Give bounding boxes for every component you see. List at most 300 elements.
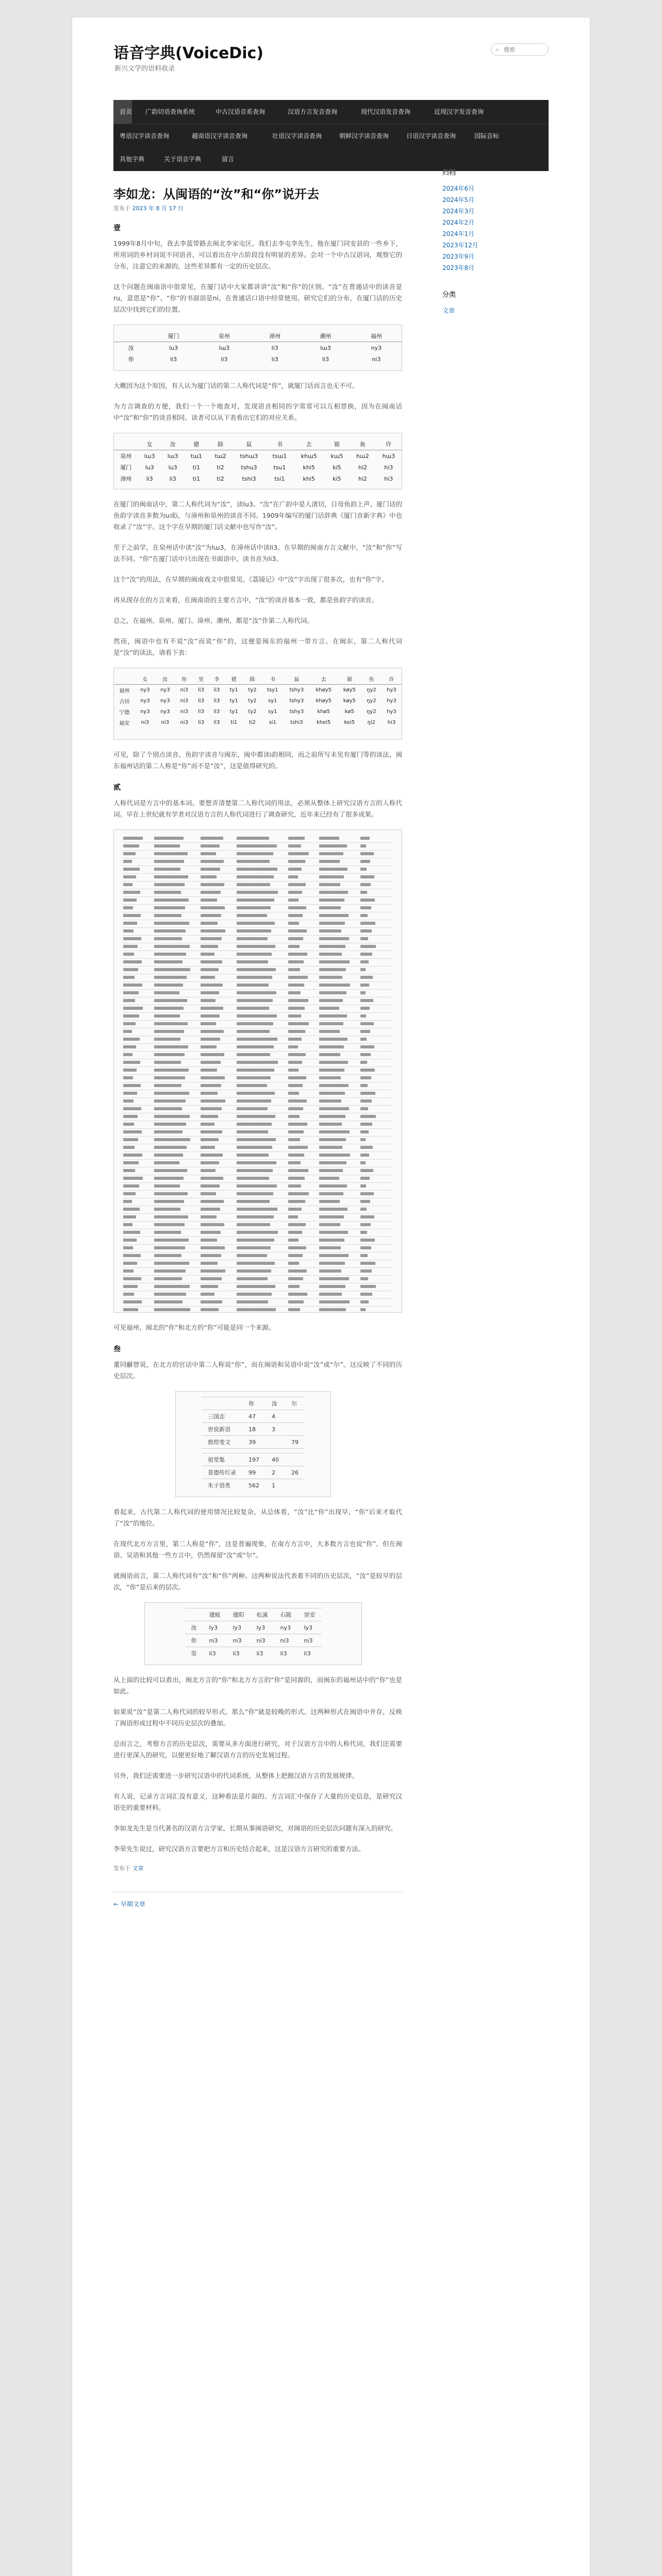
table-cell: 汝	[128, 345, 134, 351]
table-cell	[154, 1223, 185, 1226]
table-cell	[154, 1308, 190, 1311]
table-cell	[237, 999, 273, 1002]
table-cell: kɯ5	[330, 452, 343, 460]
table-header: 女	[138, 438, 161, 450]
table-cell: hi2	[358, 475, 367, 482]
table-cell	[237, 1092, 275, 1095]
table-cell: ty2	[248, 687, 257, 693]
table-cell	[123, 1223, 133, 1226]
table-row	[123, 967, 392, 974]
table-row	[123, 882, 392, 889]
table-cell	[237, 1231, 278, 1234]
nav-item-guestbook[interactable]: 留言	[222, 156, 235, 163]
table-cell	[319, 999, 343, 1002]
table-header: 建瓯	[203, 1608, 227, 1621]
table-cell	[319, 922, 345, 925]
table-row	[123, 1183, 392, 1191]
table-cell	[154, 1123, 186, 1126]
table-cell	[319, 1246, 341, 1249]
table-row	[123, 858, 392, 866]
table-cell: li3	[169, 475, 176, 482]
table-cell	[237, 875, 274, 878]
table-cell	[288, 875, 298, 878]
table-cell: ty1	[229, 687, 238, 693]
table-cell	[319, 1269, 341, 1273]
table-row	[114, 462, 402, 473]
table-cell	[288, 844, 301, 848]
paragraph: 在现代北方方言里，第二人称是“你”，这是普遍现象，在南方方言中，大多数方言也说“你”。但在闽语、吴语和其他一些方言中，仍然保留“汝”或“尔”。	[113, 1540, 402, 1559]
table-cell	[288, 1030, 305, 1033]
table-cell	[201, 1092, 218, 1095]
table-cell	[319, 1177, 339, 1180]
table-cell	[123, 1115, 138, 1118]
table-cell	[154, 1293, 186, 1296]
table-cell: li3	[298, 1647, 322, 1660]
table-cell	[360, 852, 374, 855]
table-cell	[288, 1300, 304, 1303]
table-cell	[123, 1130, 142, 1133]
table-row	[123, 943, 392, 951]
category-link[interactable]: 文章	[132, 1865, 144, 1872]
table-header: 松溪	[251, 1608, 274, 1621]
nav-item-modern[interactable]: 现代汉语发音查询	[361, 108, 411, 115]
table-cell: li3	[170, 355, 177, 363]
table-cell	[288, 1053, 306, 1056]
table-cell: 漳州	[120, 476, 132, 482]
table-cell	[154, 1146, 187, 1149]
table-cell	[154, 1107, 182, 1110]
table-row	[185, 1634, 322, 1647]
table-row	[123, 959, 392, 967]
table-cell	[237, 1169, 273, 1172]
nav-item-zhuang[interactable]: 壮语汉字读音查询	[272, 132, 322, 140]
table-cell	[237, 837, 269, 840]
table-cell	[288, 1293, 307, 1296]
table-cell	[154, 1022, 188, 1025]
table-cell	[154, 906, 185, 909]
table-cell	[360, 937, 368, 940]
table-row	[123, 1113, 392, 1121]
table-cell: li3	[213, 698, 220, 704]
table-cell	[288, 960, 304, 963]
table-cell	[123, 1061, 140, 1064]
nav-item-cantonese[interactable]: 粤语汉字读音查询	[120, 132, 170, 140]
table-cell	[237, 991, 276, 994]
table-cell: li3	[274, 1647, 298, 1660]
table-header: 鱼	[361, 673, 382, 685]
categories-label: 发布于	[113, 1865, 130, 1872]
table-cell	[360, 1215, 374, 1218]
nav-item-other[interactable]: 其他字典	[120, 156, 145, 163]
date-link[interactable]: 2023 年 8 月 17 日	[132, 205, 184, 212]
table-cell	[154, 1007, 184, 1010]
nav-item-near-modern[interactable]: 近现汉字发音查询	[434, 108, 484, 115]
table-cell	[360, 1285, 376, 1288]
table-row	[123, 1252, 392, 1260]
table-cell	[319, 844, 347, 848]
table-cell	[201, 1300, 222, 1303]
table-cell	[237, 1184, 277, 1188]
table-cell	[154, 1092, 189, 1095]
table-cell	[201, 1007, 223, 1010]
table-cell	[123, 1246, 133, 1249]
table-cell: ty1	[229, 709, 238, 715]
table-cell	[154, 1115, 190, 1118]
table-cell: 3	[266, 1423, 285, 1436]
table-cell	[154, 1099, 186, 1103]
table-cell	[237, 968, 276, 971]
table-cell	[242, 1449, 266, 1453]
table-cell: tshi3	[242, 475, 256, 482]
table-cell	[319, 1084, 349, 1087]
table-cell	[288, 891, 302, 894]
table-cell	[154, 953, 186, 956]
table-cell: ti1	[192, 464, 201, 471]
main-navigation	[113, 100, 549, 147]
table-cell	[288, 1285, 300, 1288]
table-cell	[154, 852, 188, 855]
table-cell	[201, 906, 225, 909]
table-cell	[201, 852, 216, 855]
table-cell: ni3	[298, 1634, 322, 1647]
table-cell: ly3	[227, 1621, 251, 1634]
table-cell	[319, 1208, 347, 1211]
table-cell: 18	[242, 1423, 266, 1436]
table-cell	[360, 976, 373, 979]
table-row	[114, 696, 402, 706]
paragraph: 至于之前学，在泉州话中读“汝”为lɯ3，在漳州话中读li3。在早期的闽南方言文献中，“汝”和“你”写法不同。“你”在厦门话中只出现在书面语中，读书音为li3。	[113, 544, 402, 563]
search-input[interactable]	[504, 45, 545, 54]
nav-item-ipa[interactable]: 国际音标	[474, 132, 500, 140]
table-cell	[237, 1146, 272, 1149]
paragraph: 可见福州、闽北的“你”和北方的“你”可能是同一个来源。	[113, 1324, 275, 1331]
archive-link[interactable]: 2024年6月	[442, 185, 475, 192]
table-cell	[319, 991, 346, 994]
table-cell	[319, 960, 350, 963]
table-cell: si1	[269, 720, 276, 725]
table-cell	[285, 1449, 305, 1453]
paragraph: 大概因为这个原因，有人认为厦门话的第二人称代词是“你”，就厦门话而言也无不可。	[113, 382, 359, 389]
table-row	[123, 1214, 392, 1222]
table-row	[123, 1021, 392, 1028]
table-cell	[288, 1061, 302, 1064]
table-row	[123, 1260, 392, 1268]
table-cell: tsɯ1	[272, 452, 287, 460]
table-cell	[319, 1107, 349, 1110]
table-cell	[360, 899, 375, 902]
table-cell	[285, 1410, 305, 1423]
table-cell	[201, 1130, 222, 1133]
table-cell	[123, 999, 135, 1002]
table-row	[114, 342, 402, 354]
table-row	[202, 1397, 305, 1410]
table-cell	[319, 1076, 341, 1079]
table-cell	[237, 1099, 271, 1103]
archive-link[interactable]: 2024年2月	[442, 219, 475, 226]
archive-link[interactable]: 2024年5月	[442, 196, 475, 204]
categories-list	[442, 305, 549, 316]
table-cell: ti1	[192, 475, 201, 482]
table-row	[123, 1276, 392, 1283]
table-cell	[360, 1107, 368, 1110]
table-cell	[360, 929, 372, 933]
table-cell: ni3	[180, 698, 188, 704]
table-cell: 你	[185, 1634, 203, 1647]
table-cell: ny3	[140, 698, 150, 704]
table-cell	[319, 1030, 340, 1033]
archive-link[interactable]: 2024年1月	[442, 230, 475, 238]
table-cell	[360, 953, 372, 956]
table-cell: lu3	[145, 464, 154, 471]
table-cell	[319, 968, 346, 971]
table-cell: khei5	[317, 720, 331, 725]
table-cell	[288, 1123, 307, 1126]
table-cell: ly3	[203, 1621, 227, 1634]
table-row	[123, 1082, 392, 1090]
table-cell	[154, 1300, 183, 1303]
table-cell	[237, 976, 272, 979]
paragraph: 另外，我们还需要进一步研究汉语中的代词系统，从整体上把握汉语方言的发展规律。	[113, 1772, 359, 1780]
table-cell: lu3	[169, 344, 178, 351]
archive-link[interactable]: 2023年8月	[442, 264, 475, 272]
table-cell: tshy3	[289, 709, 304, 715]
table-cell	[123, 1146, 135, 1149]
table-cell	[288, 1115, 300, 1118]
table-cell	[201, 953, 214, 956]
table-row	[123, 1191, 392, 1198]
paragraph: 这个问题在闽南语中很常见，在厦门话中大家都讲讲“汝”和“你”的区别。“汝”在普通话中的读音是ru，意思是“你”。“你”的书面语是ni，在普通话口语中经常使用。研究它们的分布，在厦门话的历史层次中找到它们的位置。	[113, 283, 402, 313]
site-title[interactable]: 语音字典(VoiceDic)	[113, 44, 263, 62]
table-cell	[237, 1262, 275, 1265]
table-cell	[154, 1161, 179, 1164]
table-figure	[113, 325, 402, 371]
paragraph: 1999年8月中旬，我去李蓝带路去闽北李家屯区。我们去李屯李先生，他在厦门同安县的一些乡下，所用词的乡村词说不同语音，可以看出在中古阶段没有明显的差异。会对一个中古汉语词，观察它的分布，注意它的来源的，这些差异都有一定的历史层次。	[113, 240, 402, 270]
table-cell	[237, 883, 270, 886]
table-cell	[360, 1184, 366, 1188]
table-cell	[201, 937, 222, 940]
table-cell	[201, 1084, 221, 1087]
table-cell	[154, 1169, 187, 1172]
date-label: 发布于	[113, 205, 130, 212]
table-cell	[288, 1246, 306, 1249]
table-cell	[154, 860, 184, 863]
table-cell	[123, 899, 137, 902]
archive-link[interactable]: 2024年3月	[442, 208, 475, 215]
table-cell	[154, 922, 189, 925]
nav-item-vietnamese[interactable]: 越南语汉字读音查询	[192, 132, 248, 140]
nav-item-guangyun[interactable]: 广韵切语查询系统	[145, 108, 195, 115]
table-cell	[288, 1138, 300, 1141]
nav-item-dialects[interactable]: 汉语方言发音查询	[288, 108, 338, 115]
table-cell: køy5	[343, 687, 356, 693]
table-header: 去	[294, 438, 324, 450]
table-cell	[123, 1231, 140, 1234]
table-cell: tsu1	[273, 464, 286, 471]
table-row	[123, 1121, 392, 1129]
paragraph: 人称代词是方言中的基本词。要想弄清楚第二人称代词的用法，必须从整体上研究汉语方言的人称代词。早在上世纪就有学者对汉语方言的人称代词进行了调查研究，近年来已经有了很多成果。	[113, 799, 402, 818]
nav-item-korean[interactable]: 朝鲜汉字读音查询	[339, 132, 389, 140]
table-cell: 敦煌变文	[202, 1436, 242, 1449]
table-cell	[123, 1069, 137, 1072]
table-header-row	[114, 673, 402, 685]
table-cell	[288, 1192, 309, 1195]
table-cell	[201, 1269, 225, 1273]
nav-item-about[interactable]: 关于语音字典	[164, 156, 202, 163]
table-cell	[123, 906, 133, 909]
table-row	[202, 1449, 305, 1453]
table-cell: li3	[198, 698, 204, 704]
table-cell	[237, 891, 278, 894]
table-header: 泉州	[199, 330, 250, 342]
table-cell	[360, 1022, 374, 1025]
archive-link[interactable]: 2023年12月	[442, 242, 478, 249]
table-cell	[201, 1169, 216, 1172]
table-header: 去	[310, 673, 338, 685]
table-cell	[154, 891, 181, 894]
table-cell	[123, 922, 137, 925]
table-cell: 197	[242, 1453, 266, 1466]
table-cell	[123, 1285, 138, 1288]
table-cell	[123, 1308, 138, 1311]
table-cell	[288, 1231, 302, 1234]
table-row	[123, 951, 392, 959]
table-row	[114, 685, 402, 696]
table-row	[123, 889, 392, 897]
table-cell	[201, 1053, 224, 1056]
section-heading: 贰	[113, 784, 121, 792]
table-cell: li3	[213, 709, 220, 715]
table-cell	[288, 1069, 299, 1072]
table-figure	[113, 433, 402, 489]
category-item[interactable]: 文章	[442, 307, 455, 314]
table-cell	[237, 1014, 277, 1018]
table-cell: ny3	[140, 709, 150, 715]
table-cell	[201, 1308, 219, 1311]
table-cell: hi3	[384, 475, 393, 482]
paragraph: 然而，闽语中也有不说“汝”而说“你”的，这便是闽东的福州一带方言。在闽东，第二人称代词是“汝”的读法，请看下表：	[113, 637, 402, 656]
table-header: 鱼	[350, 438, 375, 450]
table-header: 建阳	[227, 1608, 251, 1621]
table-cell: ŋi2	[367, 720, 376, 725]
table-cell	[154, 937, 182, 940]
table-cell	[288, 1038, 302, 1041]
table	[185, 1608, 322, 1659]
table-cell	[237, 1285, 275, 1288]
table-cell	[360, 914, 368, 917]
table-cell	[201, 899, 217, 902]
table-cell: ni3	[372, 355, 381, 363]
table-cell	[360, 1300, 369, 1303]
table-cell	[319, 1138, 346, 1141]
table-cell: lɯ3	[167, 452, 178, 460]
table-header: 石陂	[274, 1608, 298, 1621]
table-row	[123, 866, 392, 874]
table-cell	[201, 844, 220, 848]
table	[114, 438, 402, 484]
table-cell: køy5	[343, 698, 356, 704]
table-cell	[288, 953, 307, 956]
table-cell	[154, 1154, 183, 1157]
table-cell	[201, 837, 223, 840]
table-cell	[201, 960, 222, 963]
table-cell	[319, 1223, 340, 1226]
table-cell	[288, 1200, 305, 1203]
table-cell	[237, 1130, 268, 1133]
table-cell	[319, 976, 342, 979]
table-cell	[360, 999, 373, 1002]
previous-post-link[interactable]: ← 早期文章	[113, 1901, 145, 1908]
nav-item-japanese[interactable]: 日语汉字读音查询	[406, 132, 456, 140]
table-row	[123, 1245, 392, 1252]
table-cell	[123, 937, 141, 940]
table-cell	[360, 968, 366, 971]
table-row	[185, 1621, 322, 1634]
table-cell	[154, 1030, 184, 1033]
table-cell	[360, 1293, 372, 1296]
table-cell: ni3	[203, 1634, 227, 1647]
table-header: 鼠	[284, 673, 310, 685]
table-cell	[123, 1208, 140, 1211]
table-cell	[237, 1045, 274, 1048]
table-cell: li3	[198, 720, 204, 725]
table-cell: li3	[203, 1647, 227, 1660]
table-cell	[360, 1061, 367, 1064]
table-cell	[237, 1308, 276, 1311]
nav-item-middle-chinese[interactable]: 中古汉语音系查询	[216, 108, 266, 115]
table-header: 猪	[225, 673, 243, 685]
table-header: 除	[243, 673, 262, 685]
table-header: 厦门	[148, 330, 198, 342]
table-row	[123, 851, 392, 858]
paragraph: 从上面的比较可以看出，闽北方言的“你”和北方方言的“你”是同源的，而闽东的福州话中的“你”也是如此。	[113, 1676, 402, 1695]
table-cell: ti2	[217, 464, 224, 471]
table-header-row	[114, 330, 402, 342]
entry-title: 李如龙：从闽语的“汝”和“你”说开去	[113, 187, 320, 201]
table-cell: 福安	[119, 721, 130, 726]
table-row	[123, 1144, 392, 1152]
archive-link[interactable]: 2023年9月	[442, 253, 475, 260]
table-cell	[360, 1084, 368, 1087]
nav-item-home[interactable]: 首页	[113, 100, 132, 124]
table-row	[202, 1423, 305, 1436]
table-cell	[360, 1045, 374, 1048]
table-cell	[360, 1277, 368, 1280]
table-row	[123, 897, 392, 905]
table-row	[114, 473, 402, 484]
table-row	[123, 1237, 392, 1245]
table-cell	[288, 899, 299, 902]
table-cell	[154, 875, 188, 878]
table-cell: ŋy2	[367, 698, 376, 704]
table-cell: hy3	[387, 709, 396, 715]
table-cell: lɯ3	[219, 344, 230, 351]
table-row	[123, 1075, 392, 1082]
table-cell: li3	[213, 687, 220, 693]
table-cell	[123, 1215, 136, 1218]
search-box[interactable]	[491, 43, 549, 56]
table-cell	[237, 852, 273, 855]
table-cell: 99	[242, 1466, 266, 1479]
sidebar	[442, 167, 549, 332]
table-header	[114, 330, 148, 342]
table-row	[123, 1160, 392, 1167]
table-cell	[360, 1038, 367, 1041]
table-cell	[123, 945, 138, 948]
table-cell	[201, 1045, 217, 1048]
table-cell: li3	[322, 355, 329, 363]
table-cell	[154, 1231, 181, 1234]
table-cell	[319, 1231, 348, 1234]
